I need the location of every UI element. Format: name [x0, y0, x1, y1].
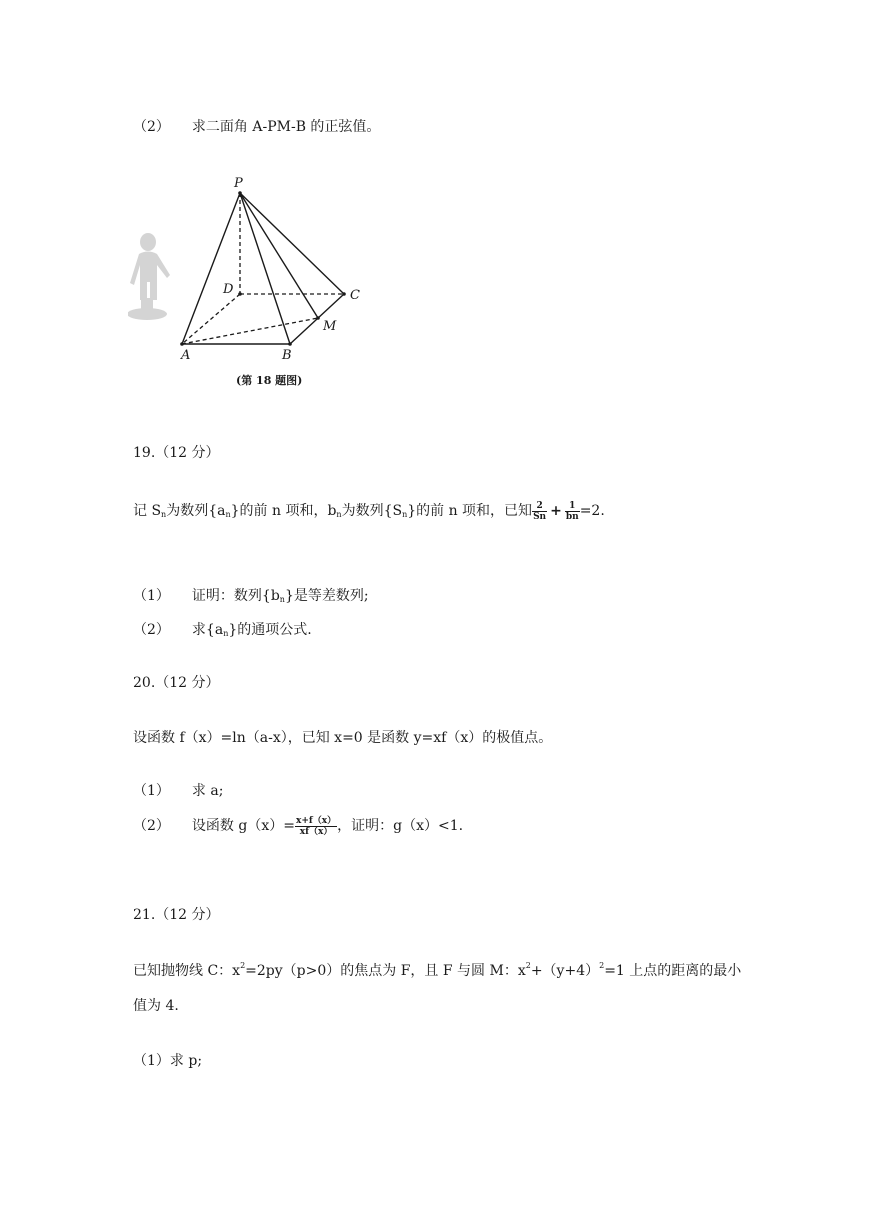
vertex-label-A: A [181, 348, 191, 363]
q20-part1: （1） 求 a; [133, 783, 224, 799]
watermark-figure [128, 233, 170, 320]
q21-part1: （1）求 p; [133, 1053, 203, 1069]
edge-PC [240, 193, 344, 294]
fraction-g-definition: $\frac{x+f(x)}{xf(x)}$ [295, 815, 337, 837]
vertex-label-D: D [223, 282, 234, 297]
vertex-label-M: M [323, 319, 337, 334]
q19-part2: （2） 求$\{a_n\}$的通项公式. [133, 622, 312, 638]
edge-PM [240, 193, 318, 318]
part-label: （2） [133, 119, 170, 135]
edge-DA [182, 294, 240, 344]
vertex-label-B: B [282, 348, 292, 363]
pyramid-figure [128, 170, 378, 395]
q19-part1: （1） 证明：数列$\{b_n\}$是等差数列; [133, 588, 369, 604]
vertex-label-C: C [350, 288, 360, 303]
figure-caption: (第 18 题图) [236, 374, 303, 387]
fraction-1-over-bn: $\frac{1}{bn}$ [565, 500, 579, 522]
q20-stem: 设函数 f（x）=ln（a-x），已知 x=0 是函数 y=xf（x）的极值点。 [133, 730, 553, 746]
part-text: 求二面角 A-PM-B 的正弦值。 [191, 119, 381, 135]
q21-stem-line2: 值为 4. [133, 998, 179, 1014]
q18-part2 [133, 116, 380, 136]
q19-stem: 记 $S_n$为数列$\{a_n\}$的前 n 项和，$b_n$为数列$\{S_n\}$的前 n 项和，已知 $\frac{2}{Sn}$ + $\frac{1}{bn}$ =2. [133, 500, 605, 522]
vertex-label-P: P [234, 176, 243, 191]
q20-part2: （2） 设函数 g（x）= $\frac{x+f(x)}{xf(x)}$ ，证明：g（x）<1. [133, 815, 464, 837]
q20-header: 20.（12 分） [133, 675, 220, 691]
q19-header: 19.（12 分） [133, 445, 220, 461]
q21-header: 21.（12 分） [133, 907, 220, 923]
edge-PB [240, 193, 290, 344]
edge-PA [182, 193, 240, 344]
edge-AM [182, 318, 318, 344]
fraction-2-over-Sn: $\frac{2}{Sn}$ [533, 500, 547, 522]
q21-stem: 已知抛物线 C：$x^2=2py(p>0)$的焦点为 F，且 F 与圆 M：$x^2+(y+4)^2=1$ 上点的距离的最小 [133, 961, 742, 979]
